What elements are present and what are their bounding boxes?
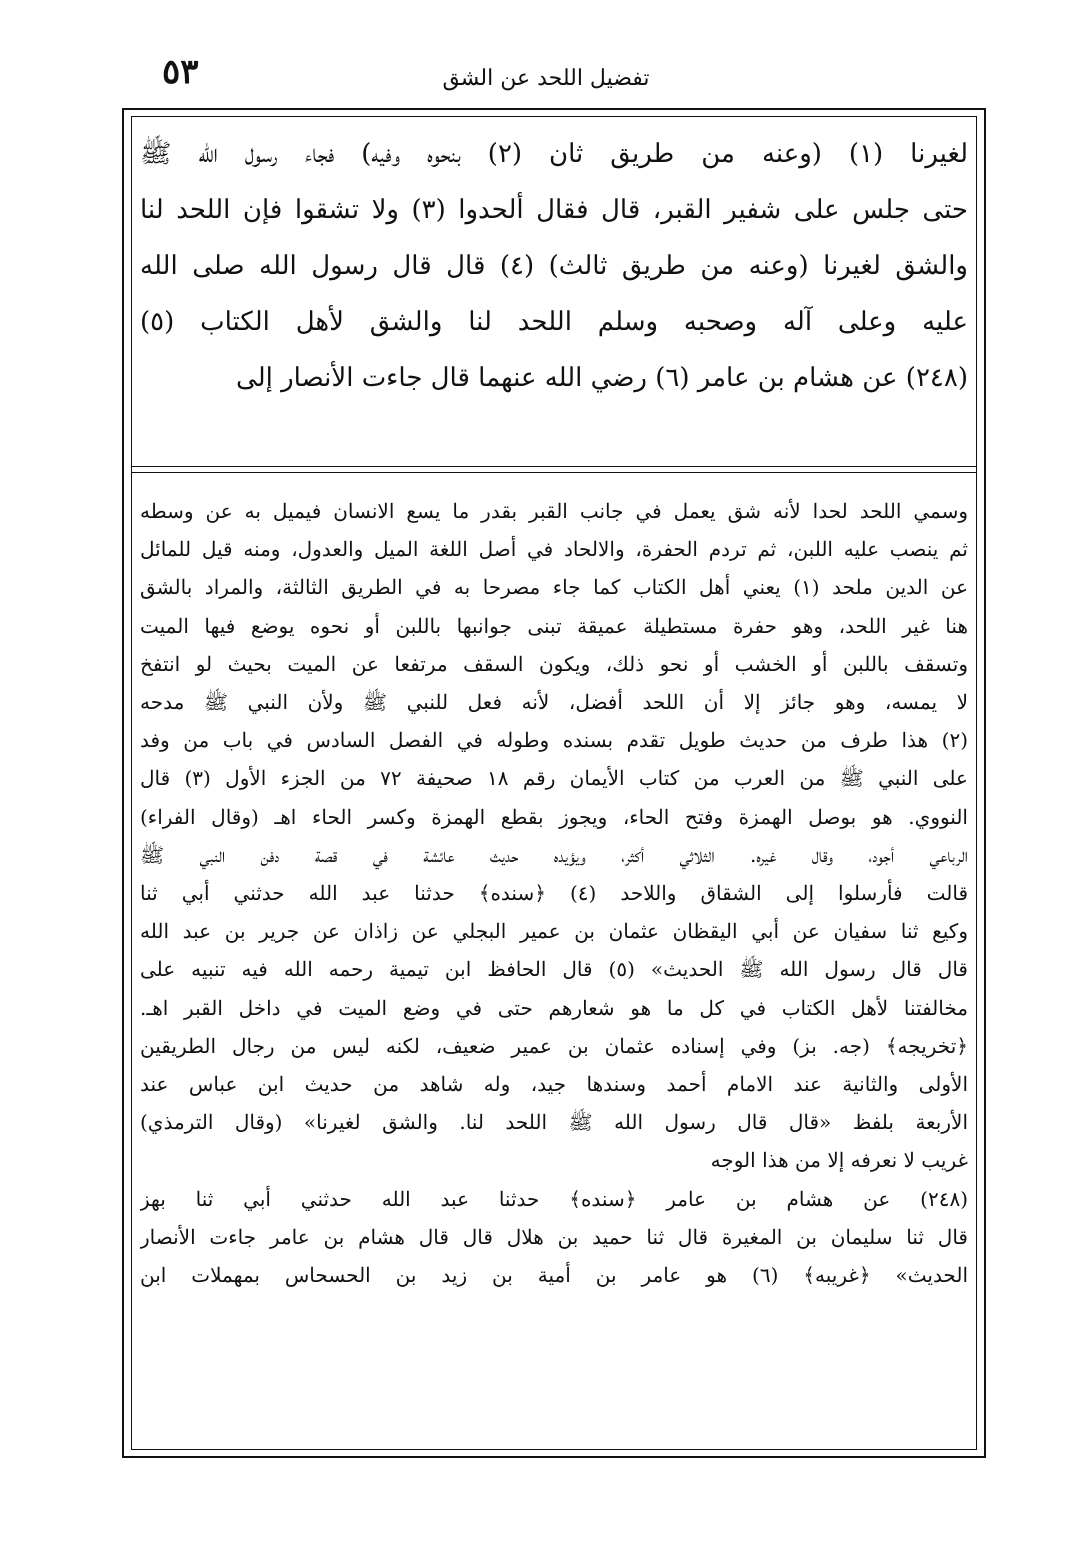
main-text-line: لغيرنا (١) (وعنه من طريق ثان (٢) بنحوه وفيه) فجاء رسول الله ﷺ bbox=[140, 139, 968, 169]
commentary-line: الرباعي أجود، وقال غيره. الثلاثي أكثر، ويؤيده حديث عائشة في قصة دفن النبي ﷺ bbox=[140, 842, 968, 867]
main-text-line: (٢٤٨) عن هشام بن عامر (٦) رضي الله عنهما قال جاءت الأنصار إلى bbox=[236, 363, 968, 393]
commentary-line: وتسقف باللبن أو الخشب أو نحو ذلك، ويكون السقف مرتفعا عن الميت بحيث لو انتفخ bbox=[140, 651, 968, 676]
commentary-line: الأولى والثانية عند الامام أحمد وسندها جيد، وله شاهد من حديث ابن عباس عند bbox=[140, 1072, 968, 1097]
divider-rule-2 bbox=[131, 472, 977, 473]
main-text-line: والشق لغيرنا (وعنه من طريق ثالث) (٤) قال قال رسول الله صلى الله bbox=[140, 251, 968, 281]
main-hadith-text bbox=[140, 126, 968, 406]
commentary-line: ثم ينصب عليه اللبن، ثم تردم الحفرة، والالحاد في أصل اللغة الميل والعدول، ومنه قيل للمائل bbox=[140, 537, 968, 562]
commentary-line: الحديث» ﴿غريبه﴾ (٦) هو عامر بن أمية بن زيد بن الحسحاس بمهملات ابن bbox=[140, 1263, 968, 1288]
commentary-line: عن الدين ملحد (١) يعني أهل الكتاب كما جاء مصرحا به في الطريق الثالثة، والمراد بالشق bbox=[140, 575, 968, 600]
commentary-line: (٢) هذا طرف من حديث طويل تقدم بسنده وطوله في الفصل السادس في باب من وفد bbox=[140, 728, 968, 753]
commentary-line: قال ثنا سليمان بن المغيرة قال ثنا حميد بن هلال قال قال هشام بن عامر جاءت الأنصار bbox=[140, 1224, 968, 1249]
commentary-line: مخالفتنا لأهل الكتاب في كل ما هو شعارهم حتى في وضع الميت في داخل القبر اهـ. bbox=[140, 995, 968, 1020]
main-text-line: عليه وعلى آله وصحبه وسلم اللحد لنا والشق لأهل الكتاب (٥) bbox=[140, 307, 968, 337]
commentary-line: الأربعة بلفظ «قال قال رسول الله ﷺ اللحد لنا. والشق لغيرنا» (وقال الترمذي) bbox=[140, 1110, 968, 1135]
bottom-rule bbox=[131, 1456, 977, 1458]
commentary-line: وسمي اللحد لحدا لأنه شق يعمل في جانب القبر بقدر ما يسع الانسان فيميل به عن وسطه bbox=[140, 499, 968, 523]
commentary-line: النووي. هو بوصل الهمزة وفتح الحاء، ويجوز بقطع الهمزة وكسر الحاء اهـ (وقال الفراء) bbox=[140, 804, 968, 829]
commentary-line: ﴿تخريجه﴾ (جه. بز) وفي إسناده عثمان بن عمير ضعيف، لكنه ليس من رجال الطريقين bbox=[140, 1033, 968, 1058]
commentary-line: هنا غير اللحد، وهو حفرة مستطيلة عميقة تبنى جوانبها باللبن أو نحوه يوضع فيها الميت bbox=[140, 613, 968, 638]
commentary-line: على النبي ﷺ من العرب من كتاب الأيمان رقم ١٨ صحيفة ٧٢ من الجزء الأول (٣) قال bbox=[140, 766, 968, 791]
commentary-line: قالت فأرسلوا إلى الشقاق واللاحد (٤) ﴿سنده﴾ حدثنا عبد الله حدثني أبي ثنا bbox=[140, 881, 968, 906]
commentary-line: غريب لا نعرفه إلا من هذا الوجه bbox=[710, 1148, 968, 1173]
commentary-line: (٢٤٨) عن هشام بن عامر ﴿سنده﴾ حدثنا عبد الله حدثني أبي ثنا بهز bbox=[140, 1186, 968, 1211]
commentary-line: لا يمسه، وهو جائز إلا أن اللحد أفضل، لأنه فعل للنبي ﷺ ولأن النبي ﷺ مدحه bbox=[140, 690, 968, 715]
running-head: تفضيل اللحد عن الشق bbox=[442, 66, 650, 91]
page-number: ٥٣ bbox=[162, 52, 199, 92]
commentary-line: قال قال رسول الله ﷺ الحديث» (٥) قال الحافظ ابن تيمية رحمه الله فيه تنبيه على bbox=[140, 957, 968, 982]
commentary-line: وكيع ثنا سفيان عن أبي اليقظان عثمان بن عمير البجلي عن زاذان عن جرير بن عبد الله bbox=[140, 919, 968, 944]
main-text-line: حتى جلس على شفير القبر، قال فقال ألحدوا (٣) ولا تشقوا فإن اللحد لنا bbox=[140, 195, 968, 225]
commentary-footnotes bbox=[140, 492, 968, 1294]
divider-rule-1 bbox=[131, 466, 977, 467]
